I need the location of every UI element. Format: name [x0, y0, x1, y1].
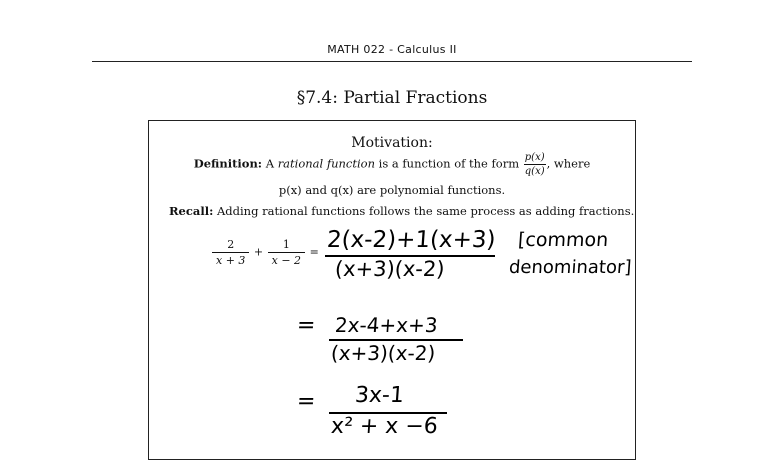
definition-text-a: A — [265, 156, 275, 171]
handwritten-step1-numerator: 2(x-2)+1(x+3) — [326, 227, 497, 253]
definition-fraction — [524, 151, 546, 178]
handwritten-note-line2: denominator] — [508, 257, 633, 278]
definition-label: Definition: — [193, 156, 263, 171]
handwritten-step2-denominator: (x+3)(x-2) — [330, 341, 437, 365]
printed-fraction-2-denominator: x − 2 — [271, 254, 302, 267]
section-title: §7.4: Partial Fractions — [296, 88, 488, 108]
recall-line — [169, 204, 634, 218]
definition-line — [149, 151, 635, 178]
recall-text: Adding rational functions follows the same process as adding fractions. — [216, 204, 635, 218]
recall-label: Recall: — [169, 204, 214, 218]
printed-fraction-2 — [268, 237, 305, 268]
definition-text-c: , where — [546, 156, 591, 171]
handwritten-step2-numerator: 2x-4+x+3 — [334, 313, 439, 337]
handwritten-step2-equals: = — [296, 313, 317, 338]
header-divider — [92, 61, 692, 62]
handwritten-note-line1: [common — [517, 229, 609, 251]
printed-fraction-1 — [212, 237, 249, 268]
handwritten-step3-numerator: 3x-1 — [354, 383, 405, 408]
handwritten-step3-equals: = — [296, 389, 317, 414]
motivation-box — [148, 120, 636, 460]
printed-fraction-1-denominator: x + 3 — [216, 254, 246, 267]
plus-sign: + — [253, 245, 264, 259]
handwritten-step3-denominator: x² + x −6 — [330, 414, 439, 439]
definition-term: rational function — [277, 156, 375, 171]
definition-line-2: p(x) and q(x) are polynomial functions. — [278, 183, 506, 197]
printed-fraction-2-numerator: 1 — [268, 237, 305, 253]
printed-equation — [211, 237, 319, 268]
equals-sign: = — [309, 245, 319, 259]
fraction-numerator: p(x) — [524, 152, 545, 163]
definition-text-b: is a function of the form — [378, 156, 520, 171]
page-header: MATH 022 - Calculus II — [327, 43, 457, 56]
printed-fraction-1-numerator: 2 — [212, 237, 249, 253]
fraction-denominator: q(x) — [524, 166, 545, 177]
motivation-heading: Motivation: — [351, 135, 433, 151]
handwritten-step1-denominator: (x+3)(x-2) — [334, 257, 446, 281]
